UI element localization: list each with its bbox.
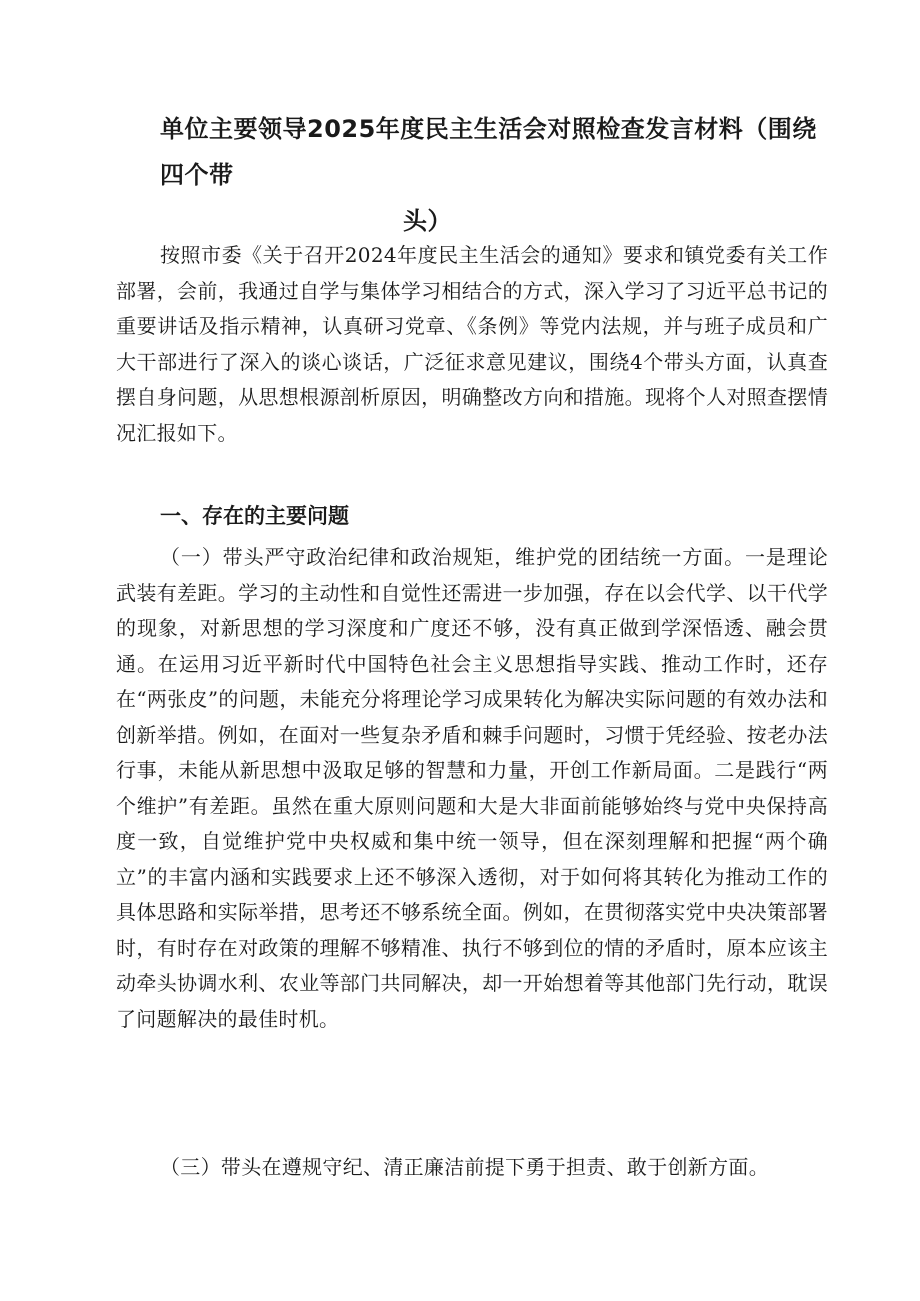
title-line-2: 头） [403,207,452,235]
section-paragraph-integrity: （三）带头在遵规守纪、清正廉洁前提下勇于担责、敢于创新方面。 [160,1155,769,1179]
title-line-1: 单位主要领导2025年度民主生活会对照检查发言材料（围绕四个带 [160,115,817,189]
section-paragraph-political-discipline: （一）带头严守政治纪律和政治规矩，维护党的团结统一方面。一是理论武装有差距。学习的主动性和自觉性还需进一步加强，存在以会代学、以干代学的现象，对新思想的学习深度和广度还不够，没有真正做到学深悟透、融会贯通。在运用习近平新时代中国特色社会主义思想指导实践、推动工作时，还存在“两张皮”的问题，未能充分将理论学习成果转化为解决实际问题的有效办法和创新举措。例如，在面对一些复杂矛盾和棘手问题时，习惯于凭经验、按老办法行事，未能从新思想中汲取足够的智慧和力量，开创工作新局面。二是践行“两个维护”有差距。虽然在重大原则问题和大是大非面前能够始终与党中央保持高度一致，自觉维护党中央权威和集中统一领导，但在深刻理解和把握“两个确立”的丰富内涵和实践要求上还不够深入透彻，对于如何将其转化为推动工作的具体思路和实际举措，思考还不够系统全面。例如，在贯彻落实党中央决策部署时，有时存在对政策的理解不够精准、执行不够到位的情的矛盾时，原本应该主动牵头协调水利、农业等部门共同解决，却一开始想着等其他部门先行动，耽误了问题解决的最佳时机。 [116,545,828,1031]
section-heading-main-problems: 一、存在的主要问题 [160,504,349,528]
intro-paragraph: 按照市委《关于召开2024年度民主生活会的通知》要求和镇党委有关工作部署，会前，我通过自学与集体学习相结合的方式，深入学习了习近平总书记的重要讲话及指示精神，认真研习党章、《条例》等党内法规，并与班子成员和广大干部进行了深入的谈心谈话，广泛征求意见建议，围绕4个带头方面，认真查摆自身问题，从思想根源剖析原因，明确整改方向和措施。现将个人对照查摆情况汇报如下。 [116,243,828,445]
document-title [160,106,840,244]
